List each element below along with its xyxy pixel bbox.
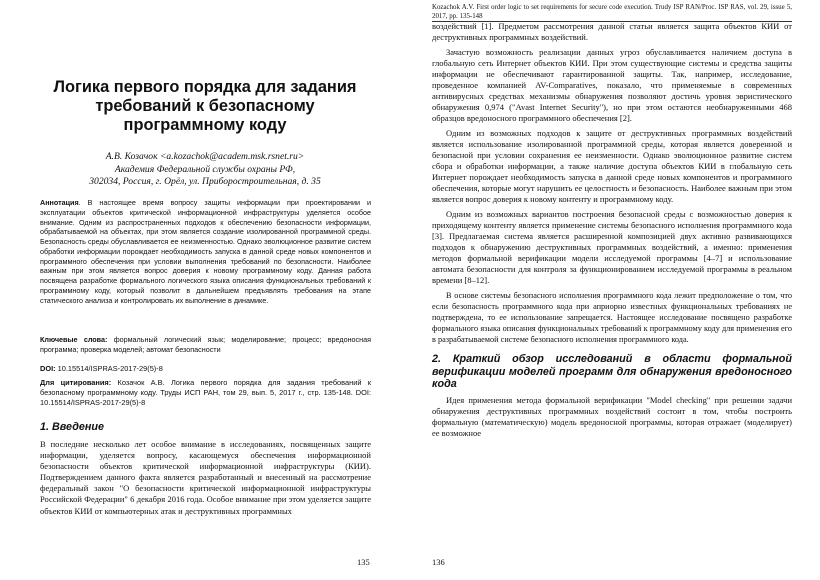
page-number-left: 135: [357, 557, 370, 567]
abstract-text: . В настоящее время вопросу защиты информации при проектировании и эксплуатации объектов критической информационной инфраструктуры уделяется особое внимание. Одним из распространенных подходов к обеспечению безопасности информации, обрабатываемой на объектах, при этом является создание изолированной программной среды. Безопасность среды обуславливается ее неизменностью. Однако эволюционное развитие систем обработки информации порождает необходимость запуска в данной среде новых компонентов и программного обеспечения при условии выполнения требований по безопасности. Наиболее важным при этом является вопрос доверия к новому программному коду. Данная работа посвящена разработке формального логического языка описания функциональных требований к программному коду, который позволит в дальнейшем предъявлять требования на этапе статического анализа и контролировать их выполнение в динамике.: [40, 198, 371, 305]
section-heading-review: 2. Краткий обзор исследований в области формальной верификации моделей программ для обнаружения вредоносного кода: [432, 353, 792, 391]
body-paragraph: воздействий [1]. Предметом рассмотрения данной статьи является защита объектов КИИ от деструктивных программных воздействий.: [432, 21, 792, 42]
body-paragraph: В основе системы безопасного исполнения программного кода лежит предположение о том, что если безопасность программного кода при априорно известных функциональных требованиях не подтверждена, то ее использование запрещается. Настоящее исследование посвящено разработке формального языка описания функциональных требований к программному коду для применения его в разрабатываемой системе безопасного исполнения программного кода.: [432, 291, 792, 344]
introduction-paragraph: В последние несколько лет особое внимание в исследованиях, посвященных защите информации, уделяется вопросу, касающемуся обеспечения информационной безопасности объектов критической информационной инфраструктуры (КИИ). Подтверждением данного факта является разработанный и внесенный на рассмотрение федеральный закон "О безопасности критической информационной инфраструктуры Российской Федерации" 6 декабря 2016 года. Особое внимание при этом уделяется защите объектов КИИ от компьютерных атак и деструктивных программных: [40, 439, 371, 516]
author-block: [38, 151, 372, 189]
keywords: [40, 335, 371, 355]
article-title: Логика первого порядка для задания требований к безопасному программному коду: [53, 78, 357, 134]
affiliation: Академия Федеральной службы охраны РФ,: [114, 163, 296, 175]
body-paragraph: Зачастую возможность реализации данных угроз обуславливается наличием доступа в глобальную сеть Интернет объектов КИИ. При этом существующие системы и средства защиты информации не обеспечивают гарантированной защиты. Так, например, исследование, проведенное компанией AV-Comparatives, показало, что применяемые в современных антивирусных средствах механизмы обнаружения позволяют достичь уровня эвристического обнаружения 0,974 ("Avast Internet Security"), но при этом остаются необнаруженными 468 образцов вредоносного программного обеспечения [2].: [432, 47, 792, 123]
author-line: А.В. Козачок <a.kozachok@academ.msk.rsnet.ru>: [105, 151, 305, 162]
section-heading-introduction: 1. Введение: [40, 421, 104, 433]
body-paragraph: Одним из возможных вариантов построения безопасной среды с возможностью доверия к приходящему контенту является применение системы безопасного исполнения программного кода [3]. Предлагаемая система является расширенной композицией двух активно развивающихся подходов к обнаружению деструктивных программных воздействий, а именно: применения методов формальной верификации модели исследуемой программы [4–7] и использование автомата безопасности для контроля за функционированием исследуемой программы в реальном времени [8–12].: [432, 209, 792, 285]
body-paragraph: Одним из возможных подходов к защите от деструктивных программных воздействий является использование изолированной программной среды, которая является доверенной и безопасной при условии сохранения ее неизменности. Однако эволюционное развитие систем сбора и обработки информации, а также наличие доступа объектов КИИ в глобальную сеть Интернет порождает необходимость запуска в данной среде новых компонентов и программного обеспечения, которые могут нарушить ее целостность и безопасность. Наиболее важным при этом является вопрос доверия к новому контенту и программному коду.: [432, 128, 792, 204]
right-page-body: [432, 21, 792, 443]
page-number-right: 136: [432, 557, 445, 567]
citation-text: Козачок А.В. Логика первого порядка для задания требований к безопасному программному коду. Труды ИСП РАН, том 29, вып. 5, 2017 г., стр. 135-148. DOI: 10.15514/ISPRAS-2017-29(5)-8: [40, 378, 371, 407]
keywords-text: формальный логический язык; моделирование; процесс; вредоносная программа; проверка моделей; автомат безопасности: [40, 335, 371, 354]
running-header: Kozachok A.V. First order logic to set requirements for secure code execution. Trudy ISP RAN/Proc. ISP RAS, vol. 29, issue 5, 2017, pp. 135-148: [432, 4, 792, 20]
citation: [40, 378, 371, 407]
doi-value: 10.15514/ISPRAS-2017-29(5)-8: [55, 364, 163, 373]
doi: [40, 364, 371, 374]
doi-label: DOI:: [40, 364, 56, 373]
keywords-label: Ключевые слова:: [40, 335, 108, 344]
address: 302034, Россия, г. Орёл, ул. Приборостроительная, д. 35: [89, 176, 321, 187]
citation-label: Для цитирования:: [40, 378, 112, 387]
section-paragraph: Идея применения метода формальной верификации "Model checking" при решении задачи обнаружения деструктивных программных воздействий состоит в том, чтобы построить формальную (математическую) модель вредоносной программы, которая отражает (моделирует) ее возможное: [432, 394, 792, 438]
abstract: [40, 198, 371, 305]
abstract-label: Аннотация: [40, 198, 79, 207]
